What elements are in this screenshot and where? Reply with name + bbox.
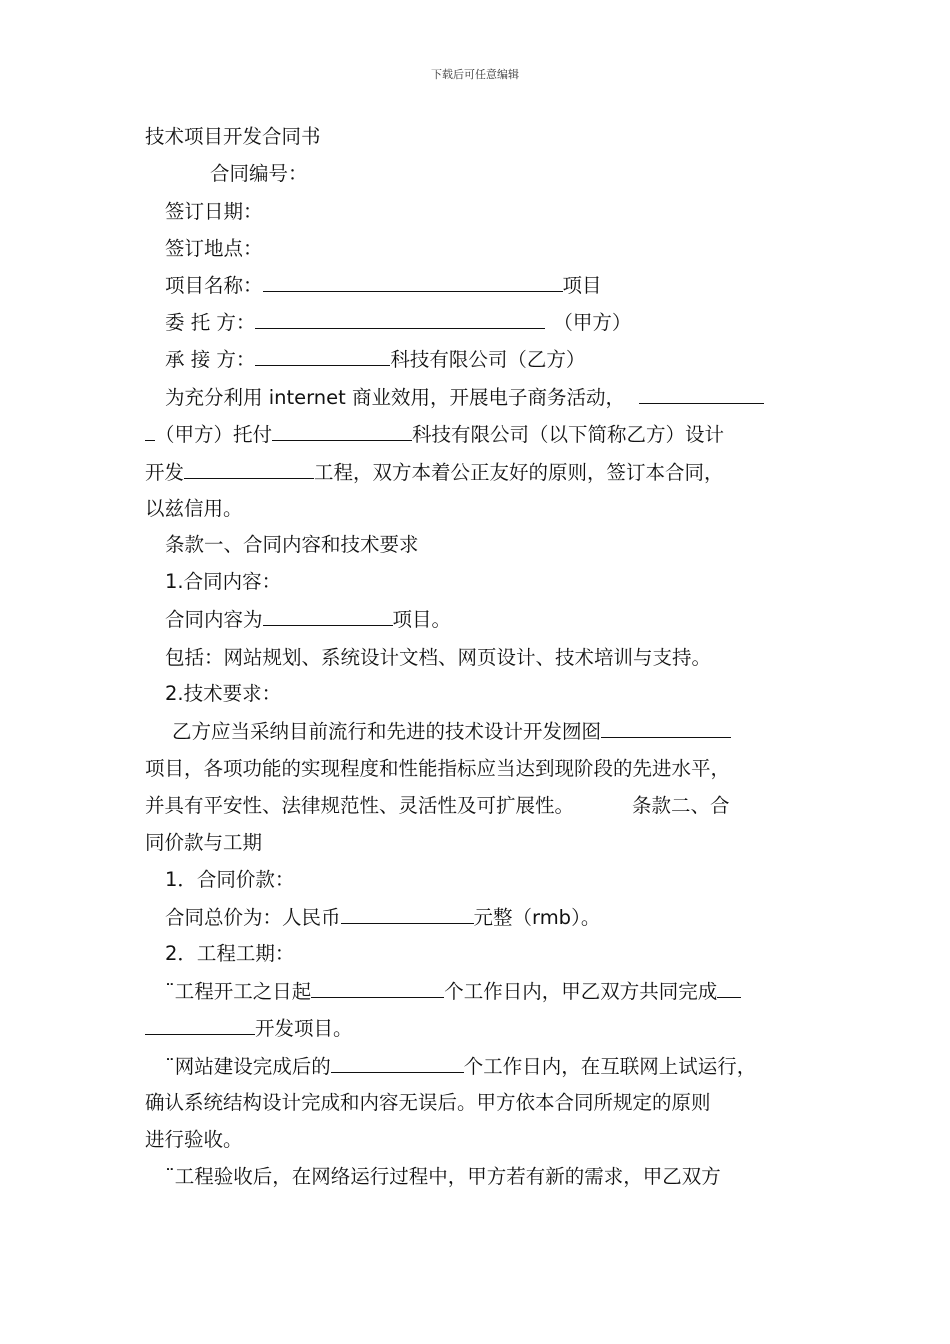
- content-text-b: 项目。: [392, 608, 452, 631]
- intro-text-2a: （甲方）托付: [155, 423, 273, 446]
- period-blank-1[interactable]: [311, 978, 444, 998]
- period-line-1: [165, 978, 741, 1005]
- req-line-1: [172, 718, 731, 745]
- client-suffix: （甲方）: [553, 311, 632, 334]
- page-header: 下载后可任意编辑: [431, 68, 519, 81]
- sign-date-label: 签订日期：: [165, 200, 263, 223]
- contract-no-label: 合同编号：: [210, 162, 308, 185]
- req-text-3b: 条款二、合: [632, 794, 730, 817]
- contractor-label: 承 接 方：: [165, 348, 256, 371]
- contractor-suffix: 科技有限公司（乙方）: [390, 348, 586, 371]
- client-blank[interactable]: [255, 309, 545, 329]
- intro-text-1: 为充分利用 internet 商业效用，开展电子商务活动，: [165, 386, 625, 409]
- price-blank[interactable]: [341, 904, 474, 924]
- price-line: [165, 904, 600, 931]
- req-line-2: 项目，各项功能的实现程度和性能指标应当达到现阶段的先进水平，: [145, 757, 731, 780]
- intro-line-4: 以兹信用。: [145, 497, 243, 520]
- req-blank-1[interactable]: [601, 718, 731, 738]
- req-line-4: 同价款与工期: [145, 831, 263, 854]
- period-line-4: 确认系统结构设计完成和内容无误后。甲方依本合同所规定的原则: [145, 1091, 711, 1114]
- intro-blank-2[interactable]: [272, 421, 412, 441]
- period-text-2b: 个工作日内，在互联网上试运行，: [463, 1055, 757, 1078]
- includes-line: 包括：网站规划、系统设计文档、网页设计、技术培训与支持。: [165, 646, 712, 669]
- document-title: 技术项目开发合同书: [145, 125, 321, 148]
- client-label: 委 托 方：: [165, 311, 256, 334]
- period-blank-2a[interactable]: [717, 978, 741, 998]
- period-line-3: [165, 1053, 756, 1080]
- period-text-2a: ¨网站建设完成后的: [165, 1055, 331, 1078]
- intro-blank-3[interactable]: [184, 459, 314, 479]
- price-text-a: 合同总价为：人民币: [165, 906, 341, 929]
- content-line: [165, 606, 451, 633]
- intro-text-2b: 科技有限公司（以下简称乙方）设计: [412, 423, 725, 446]
- clause1-sub2: 2.技术要求：: [165, 682, 282, 705]
- period-line-5: 进行验收。: [145, 1128, 243, 1151]
- period-blank-2b[interactable]: [145, 1015, 255, 1035]
- clause1-sub1: 1.合同内容：: [165, 570, 282, 593]
- intro-blank-1[interactable]: [639, 384, 764, 404]
- clause1-heading: 条款一、合同内容和技术要求: [165, 533, 419, 556]
- project-name-line: [165, 272, 602, 299]
- intro-text-3b: 工程，双方本着公正友好的原则，签订本合同，: [314, 461, 724, 484]
- project-name-label: 项目名称：: [165, 274, 263, 297]
- clause2-sub2: 2．工程工期：: [165, 942, 295, 965]
- period-line-2: [145, 1015, 353, 1042]
- intro-text-3a: 开发: [145, 461, 185, 484]
- period-text-1c: 开发项目。: [255, 1017, 353, 1040]
- period-line-6: ¨工程验收后，在网络运行过程中，甲方若有新的需求，甲乙双方: [165, 1165, 721, 1188]
- content-blank[interactable]: [263, 606, 393, 626]
- period-blank-3[interactable]: [331, 1053, 464, 1073]
- content-text-a: 合同内容为: [165, 608, 263, 631]
- project-name-blank[interactable]: [263, 272, 563, 292]
- contractor-blank[interactable]: [255, 346, 390, 366]
- period-text-1b: 个工作日内，甲乙双方共同完成: [444, 980, 718, 1003]
- intro-line-1: [165, 384, 764, 411]
- req-text-1: 乙方应当采纳目前流行和先进的技术设计开发囫囵: [172, 720, 602, 743]
- contractor-line: [165, 346, 585, 373]
- intro-line-3: [145, 459, 724, 486]
- period-text-1a: ¨工程开工之日起: [165, 980, 312, 1003]
- price-text-b: 元整（rmb）。: [473, 906, 601, 929]
- intro-line-2: [145, 421, 724, 448]
- req-text-3a: 并具有平安性、法律规范性、灵活性及可扩展性。: [145, 794, 575, 817]
- sign-place-label: 签订地点：: [165, 237, 263, 260]
- intro-blank-1b[interactable]: [145, 421, 155, 441]
- clause2-sub1: 1．合同价款：: [165, 868, 295, 891]
- client-line: [165, 309, 631, 336]
- req-line-3: [145, 793, 730, 819]
- project-name-suffix: 项目: [562, 274, 602, 297]
